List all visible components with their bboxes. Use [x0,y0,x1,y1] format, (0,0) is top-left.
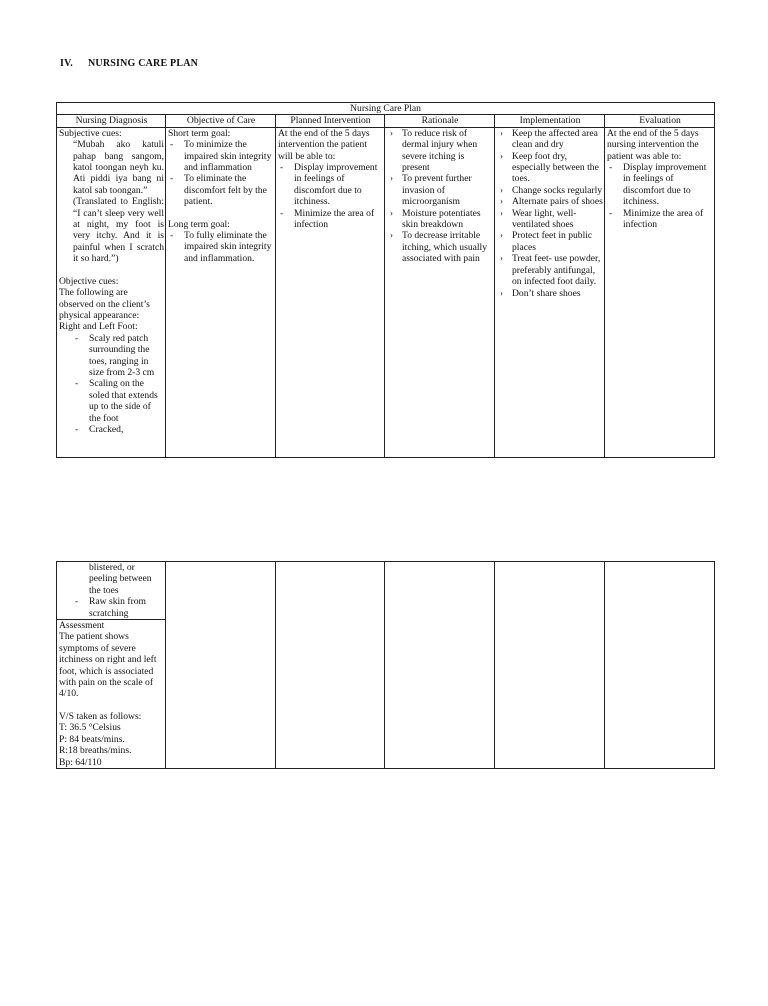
vs-respiration: R:18 breaths/mins. [59,745,132,757]
foot-label: Right and Left Foot: [59,321,138,333]
diagnosis-cell [57,127,166,457]
evaluation-continuation-cell [605,562,715,769]
assessment-block [57,619,165,768]
assessment-text: The patient shows symptoms of severe itchiness on right and left foot, which is associated with pain on the scale of 4/10. [59,631,157,700]
care-plan-table-page2 [56,561,715,769]
evaluation-list [607,162,713,230]
implementation-continuation-cell [495,562,605,769]
col-header-evaluation: Evaluation [605,115,715,127]
section-heading [60,58,198,69]
objective-intro: The following are observed on the client’s physical appearance: [59,287,150,321]
intervention-list [278,162,383,230]
finding-item: - Scaly red patch surrounding the toes, ranging in size from 2-3 cm [75,332,155,378]
care-plan-table-page1 [56,102,715,458]
findings-list [59,333,164,436]
goal-item: - To minimize the impaired skin integrity and inflammation [170,139,272,174]
evaluation-intro: At the end of the 5 days nursing intervention the patient was able to: [607,127,699,162]
section-title: NURSING CARE PLAN [88,58,199,69]
long-term-label: Long term goal: [168,218,230,230]
implementation-cell [495,127,605,457]
subjective-quote: “Mubah ako katuli pahap bang sangom, katol toongan neyh ku. Ati piddi iya bang ni katol sab toongan.” [73,139,164,196]
short-term-list [168,139,274,207]
objective-cell [166,127,276,457]
rationale-item: › Moisture potentiates skin breakdown [390,207,481,231]
implementation-item: › Alternate pairs of shoes [500,196,603,208]
implementation-list [497,128,603,299]
evaluation-item: - Display improvement in feelings of discomfort due to itchiness. [609,162,707,208]
vs-pulse: P: 84 beats/mins. [59,733,125,745]
vs-temperature: T: 36.5 °Celsius [59,722,121,734]
implementation-item: › Treat feet- use powder, preferably antifungal, on infected foot daily. [500,253,601,288]
implementation-item: › Keep foot dry, especially between the toes. [500,150,599,185]
col-header-intervention: Planned Intervention [276,115,385,127]
rationale-continuation-cell [385,562,495,769]
evaluation-item: - Minimize the area of infection [609,207,704,231]
diagnosis-continuation-cell [57,562,166,769]
intervention-cell [276,127,385,457]
col-header-diagnosis: Nursing Diagnosis [57,115,166,127]
rationale-item: › To prevent further invasion of microorganism [390,173,472,208]
implementation-item: › Change socks regularly [500,184,603,196]
intervention-continuation-cell [276,562,385,769]
finding-item: - Scaling on the soled that extends up to the side of the foot [75,378,158,424]
long-term-list [168,230,274,264]
rationale-item: › To reduce risk of dermal injury when severe itching is present [390,127,478,174]
finding-item: - Raw skin from scratching [75,596,147,619]
goal-item: - To fully eliminate the impaired skin integrity and inflammation. [170,230,272,264]
vs-blood-pressure: Bp: 64/110 [59,756,102,768]
col-header-objective: Objective of Care [166,115,276,127]
intervention-intro: At the end of the 5 days intervention the patient will be able to: [278,127,370,162]
subjective-label: Subjective cues: [59,127,122,139]
rationale-item: › To decrease irritable itching, which usually associated with pain [390,230,487,265]
implementation-item: › Don’t share shoes [500,287,581,299]
finding-item: blistered, or peeling between the toes [89,562,152,596]
section-number: IV. [60,58,73,69]
objective-label: Objective cues: [59,275,119,287]
intervention-item: - Minimize the area of infection [280,207,375,231]
finding-item: - Cracked, [75,423,124,435]
col-header-implementation: Implementation [495,115,605,127]
objective-continuation-cell [166,562,276,769]
goal-item: - To eliminate the discomfort felt by the patient. [170,173,267,208]
short-term-label: Short term goal: [168,127,231,139]
table-title: Nursing Care Plan [57,103,715,115]
rationale-list [387,128,493,265]
col-header-rationale: Rationale [385,115,495,127]
findings-continued-list [59,562,164,619]
vs-label: V/S taken as follows: [59,710,142,722]
rationale-cell [385,127,495,457]
subjective-translation: (Translated to English: “I can’t sleep very well at night, my foot is very itchy. And it is painful when I scratch it so hard.”) [73,196,164,265]
implementation-item: › Protect feet in public places [500,230,593,253]
implementation-item: › Keep the affected area clean and dry [500,127,598,151]
intervention-item: - Display improvement in feelings of discomfort due to itchiness. [280,162,378,208]
implementation-item: › Wear light, well-ventilated shoes [500,207,577,231]
evaluation-cell [605,127,715,457]
assessment-label: Assessment [59,620,105,632]
